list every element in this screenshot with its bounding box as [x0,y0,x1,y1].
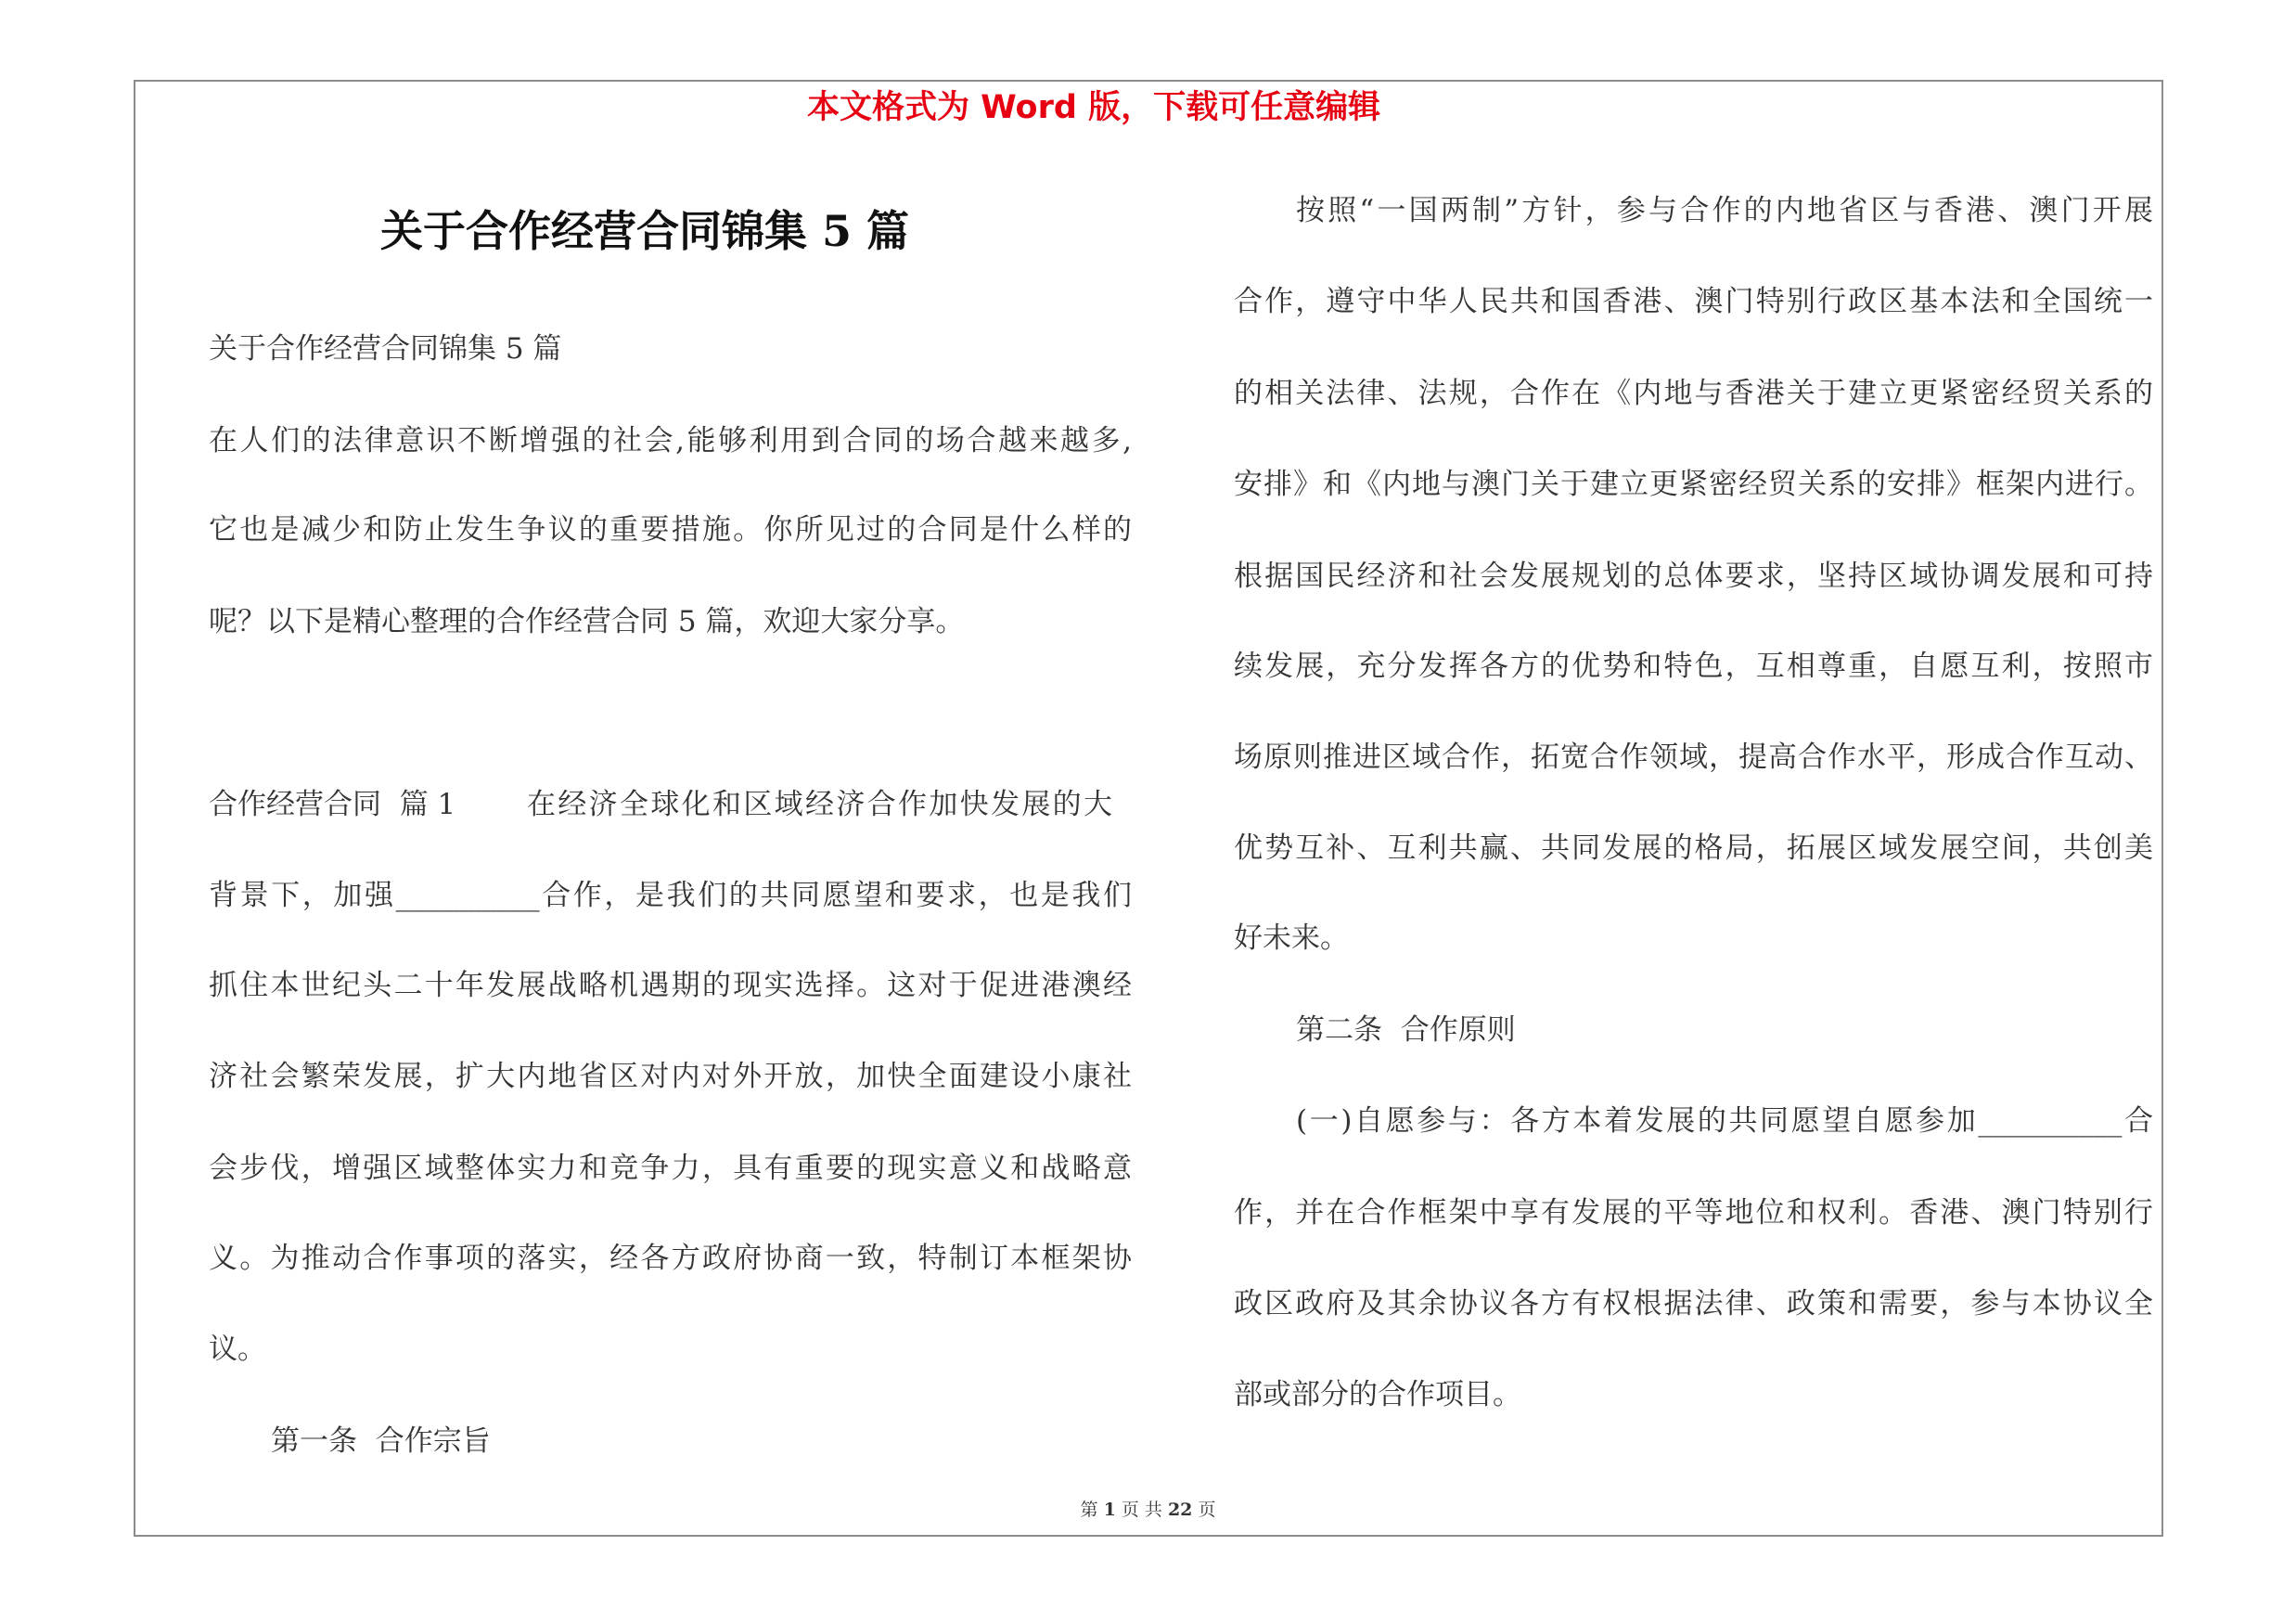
body-text-line: 抓住本世纪头二十年发展战略机遇期的现实选择。这对于促进港澳经 [209,969,1132,1002]
body-text-line: 它也是减少和防止发生争议的重要措施。你所见过的合同是什么样的 [209,513,1132,547]
body-text-line: 会步伐，增强区域整体实力和竞争力，具有重要的现实意义和战略意 [209,1152,1132,1185]
body-text-line: 续发展，充分发挥各方的优势和特色，互相尊重，自愿互利，按照市 [1234,650,2153,683]
body-text-line: 合作，遵守中华人民共和国香港、澳门特别行政区基本法和全国统一 [1234,285,2153,318]
body-text-line: 呢？以下是精心整理的合作经营合同 5 篇，欢迎大家分享。 [209,605,965,638]
body-text-line-with-blank: (一)自愿参与：各方本着发展的共同愿望自愿参加__________合 [1296,1104,2153,1138]
body-text-line: 场原则推进区域合作，拓宽合作领域，提高合作水平，形成合作互动、 [1234,741,2153,774]
body-text-line: 好未来。 [1234,921,1349,955]
body-text-line: 议。 [209,1333,266,1366]
article-heading: 第一条 合作宗旨 [271,1424,491,1458]
body-text-line: 安排》和《内地与澳门关于建立更紧密经贸关系的安排》框架内进行。 [1234,468,2153,501]
subtitle-line: 关于合作经营合同锦集 5 篇 [209,332,562,366]
body-text-line: 优势互补、互利共赢、共同发展的格局，拓展区域发展空间，共创美 [1234,831,2153,865]
document-title: 关于合作经营合同锦集 5 篇 [380,206,910,256]
body-text-line: 在经济全球化和区域经济合作加快发展的大 [527,788,1112,821]
body-text-line: 济社会繁荣发展，扩大内地省区对内对外开放，加快全面建设小康社 [209,1060,1132,1093]
footer-prefix: 第 [1080,1500,1104,1520]
footer-suffix: 页 [1192,1500,1216,1520]
body-text-line: 在人们的法律意识不断增强的社会,能够利用到合同的场合越来越多, [209,424,1132,457]
body-text-line: 政区政府及其余协议各方有权根据法律、政策和需要，参与本协议全 [1234,1287,2153,1320]
body-text-line-with-blank: 背景下，加强__________合作，是我们的共同愿望和要求，也是我们 [209,879,1132,912]
current-page-number: 1 [1103,1500,1116,1520]
footer-middle: 页 共 [1115,1500,1168,1520]
body-text-line: 义。为推动合作事项的落实，经各方政府协商一致，特制订本框架协 [209,1242,1132,1275]
body-text-line: 按照“一国两制”方针，参与合作的内地省区与香港、澳门开展 [1296,194,2153,227]
body-text-line: 的相关法律、法规，合作在《内地与香港关于建立更紧密经贸关系的 [1234,377,2153,410]
format-notice: 本文格式为 Word 版，下载可任意编辑 [807,89,1381,126]
body-text-line: 根据国民经济和社会发展规划的总体要求，坚持区域协调发展和可持 [1234,560,2153,593]
body-text-line: 部或部分的合作项目。 [1234,1378,1521,1411]
article-heading: 第二条 合作原则 [1296,1013,1516,1047]
section-label: 合作经营合同 篇 1 [209,788,456,821]
page-footer [0,1497,2296,1523]
body-text-line: 作，并在合作框架中享有发展的平等地位和权利。香港、澳门特别行 [1234,1196,2153,1230]
total-page-count: 22 [1167,1500,1193,1520]
